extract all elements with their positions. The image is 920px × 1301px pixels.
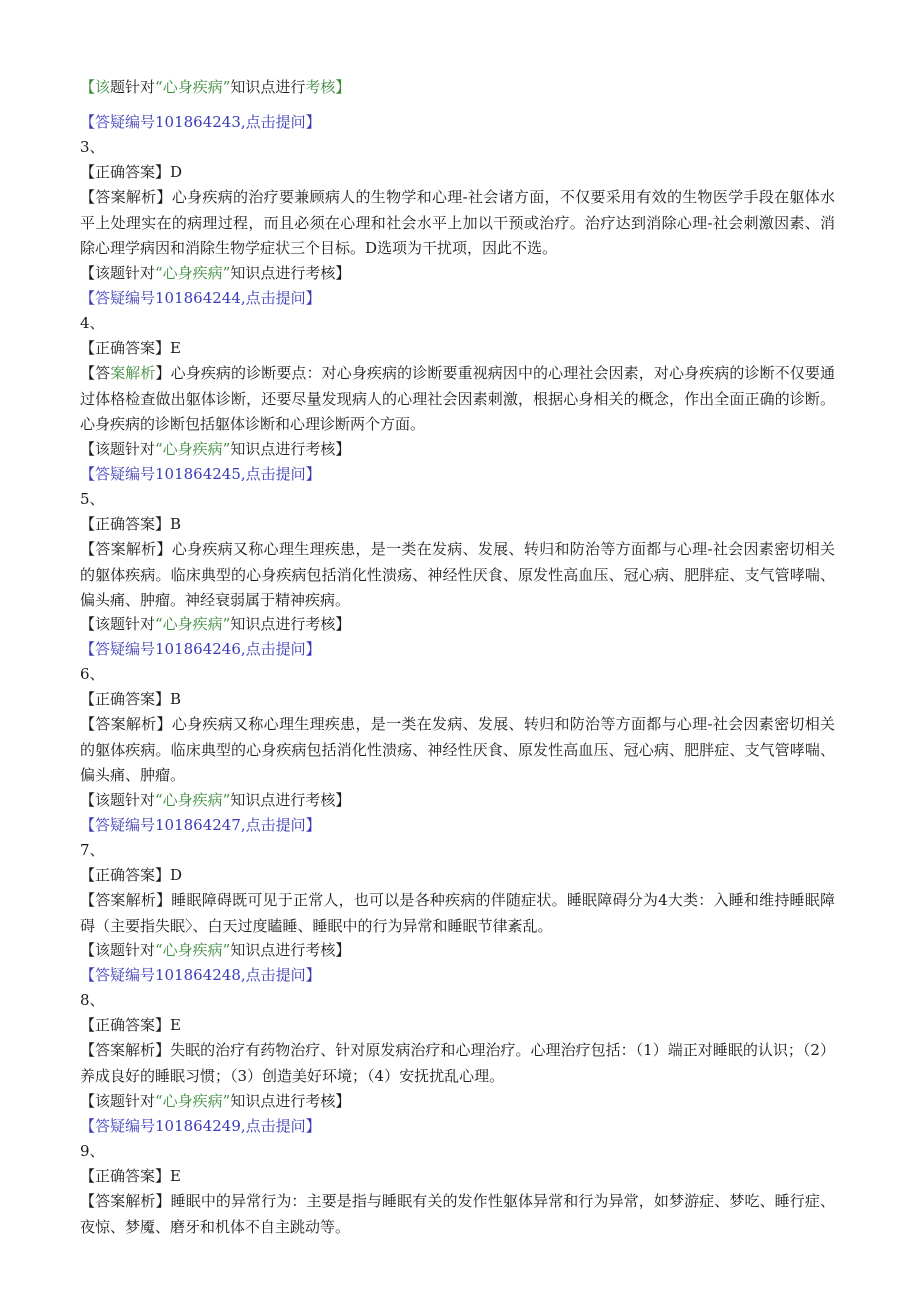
topic-note (80, 1089, 840, 1114)
qa-link[interactable]: 【答疑编号101864245,点击提问】 (80, 465, 321, 483)
topic-note (80, 938, 840, 963)
topic-name: “心身疾病” (155, 1092, 231, 1110)
qa-link[interactable]: 【答疑编号101864248,点击提问】 (80, 966, 321, 984)
explanation-text: 】心身疾病的诊断要点：对心身疾病的诊断要重视病因中的心理社会因素，对心身疾病的诊断不仅要通过体格检查做出躯体诊断，还要尽量发现病人的心理社会因素刺激，根据心身相关的概念，作出全面正确的诊断。心身疾病的诊断包括躯体诊断和心理诊断两个方面。 (80, 364, 835, 433)
topic-prefix: 【该题针对 (80, 941, 156, 959)
question-number: 5、 (80, 490, 105, 508)
topic-prefix: 【该题针对 (80, 615, 156, 633)
answer-explanation: 【答案解析】心身疾病又称心理生理疾患，是一类在发病、发展、转归和防治等方面都与心理-社会因素密切相关的躯体疾病。临床典型的心身疾病包括消化性溃疡、神经性厌食、原发性高血压、冠心病、肥胖症、支气管哮喘、偏头痛、肿瘤。神经衰弱属于精神疾病。 (80, 540, 835, 609)
topic-name: “心身疾病” (155, 941, 231, 959)
explanation-highlight: 案解析 (110, 364, 156, 382)
correct-answer: 【正确答案】E (80, 339, 181, 357)
topic-name: “心身疾病” (155, 78, 231, 96)
topic-prefix: 【该题针对 (80, 440, 156, 458)
topic-name: “心身疾病” (155, 791, 231, 809)
answer-explanation: 【答案解析】睡眠障碍既可见于正常人，也可以是各种疾病的伴随症状。睡眠障碍分为4大类：入睡和维持睡眠障碍（主要指失眠〉、白天过度瞌睡、睡眠中的行为异常和睡眠节律紊乱。 (80, 891, 835, 935)
explanation-prefix: 【答 (80, 364, 111, 382)
topic-note (80, 75, 840, 100)
correct-answer: 【正确答案】D (80, 163, 183, 181)
qa-link[interactable]: 【答疑编号101864246,点击提问】 (80, 640, 321, 658)
question-number: 7、 (80, 841, 105, 859)
topic-note (80, 261, 840, 286)
correct-answer: 【正确答案】D (80, 866, 183, 884)
topic-name: “心身疾病” (155, 440, 231, 458)
topic-suffix: 知识点进行考核】 (230, 791, 351, 809)
topic-prefix: 【该题针对 (80, 791, 156, 809)
topic-suffix: 知识点进行考核】 (230, 264, 351, 282)
question-number: 6、 (80, 665, 105, 683)
question-number: 8、 (80, 991, 105, 1009)
correct-answer: 【正确答案】E (80, 1167, 181, 1185)
topic-suffix: 知识点进行考核】 (230, 1092, 351, 1110)
correct-answer: 【正确答案】E (80, 1016, 181, 1034)
topic-name: “心身疾病” (155, 615, 231, 633)
answer-explanation: 【答案解析】睡眠中的异常行为：主要是指与睡眠有关的发作性躯体异常和行为异常，如梦游症、梦吃、睡行症、夜惊、梦魇、磨牙和机体不自主跳动等。 (80, 1192, 835, 1236)
topic-prefix: 题针对 (110, 78, 156, 96)
topic-note (80, 788, 840, 813)
qa-link[interactable]: 【答疑编号101864249,点击提问】 (80, 1117, 321, 1135)
topic-bracket: 【 (80, 78, 96, 96)
topic-note (80, 612, 840, 637)
qa-link[interactable]: 【答疑编号101864244,点击提问】 (80, 289, 321, 307)
answer-explanation (80, 361, 835, 438)
topic-prefix: 【该题针对 (80, 1092, 156, 1110)
topic-name: “心身疾病” (155, 264, 231, 282)
topic-suffix: 知识点进行考核】 (230, 440, 351, 458)
topic-suffix: 考核】 (305, 78, 351, 96)
topic-note (80, 437, 840, 462)
qa-link[interactable]: 【答疑编号101864247,点击提问】 (80, 816, 321, 834)
topic-mid: 知识点进行 (230, 78, 306, 96)
question-number: 9、 (80, 1142, 105, 1160)
answer-explanation: 【答案解析】心身疾病的治疗要兼顾病人的生物学和心理-社会诸方面，不仅要采用有效的生物医学手段在躯体水平上处理实在的病理过程，而且必须在心理和社会水平上加以干预或治疗。治疗达到消除心理-社会刺激因素、消除心理学病因和消除生物学症状三个目标。D选项为干扰项，因此不选。 (80, 188, 835, 257)
answer-explanation: 【答案解析】失眠的治疗有药物治疗、针对原发病治疗和心理治疗。心理治疗包括：（1）端正对睡眠的认识；（2）养成良好的睡眠习惯；（3）创造美好环境；（4）安抚扰乱心理。 (80, 1041, 835, 1085)
topic-suffix: 知识点进行考核】 (230, 615, 351, 633)
correct-answer: 【正确答案】B (80, 515, 182, 533)
topic-word: 该 (95, 78, 111, 96)
topic-suffix: 知识点进行考核】 (230, 941, 351, 959)
question-number: 4、 (80, 314, 105, 332)
answer-explanation: 【答案解析】心身疾病又称心理生理疾患，是一类在发病、发展、转归和防治等方面都与心理-社会因素密切相关的躯体疾病。临床典型的心身疾病包括消化性溃疡、神经性厌食、原发性高血压、冠心病、肥胖症、支气管哮喘、偏头痛、肿瘤。 (80, 715, 835, 784)
qa-link[interactable]: 【答疑编号101864243,点击提问】 (80, 113, 321, 131)
topic-prefix: 【该题针对 (80, 264, 156, 282)
question-number: 3、 (80, 138, 105, 156)
correct-answer: 【正确答案】B (80, 690, 182, 708)
